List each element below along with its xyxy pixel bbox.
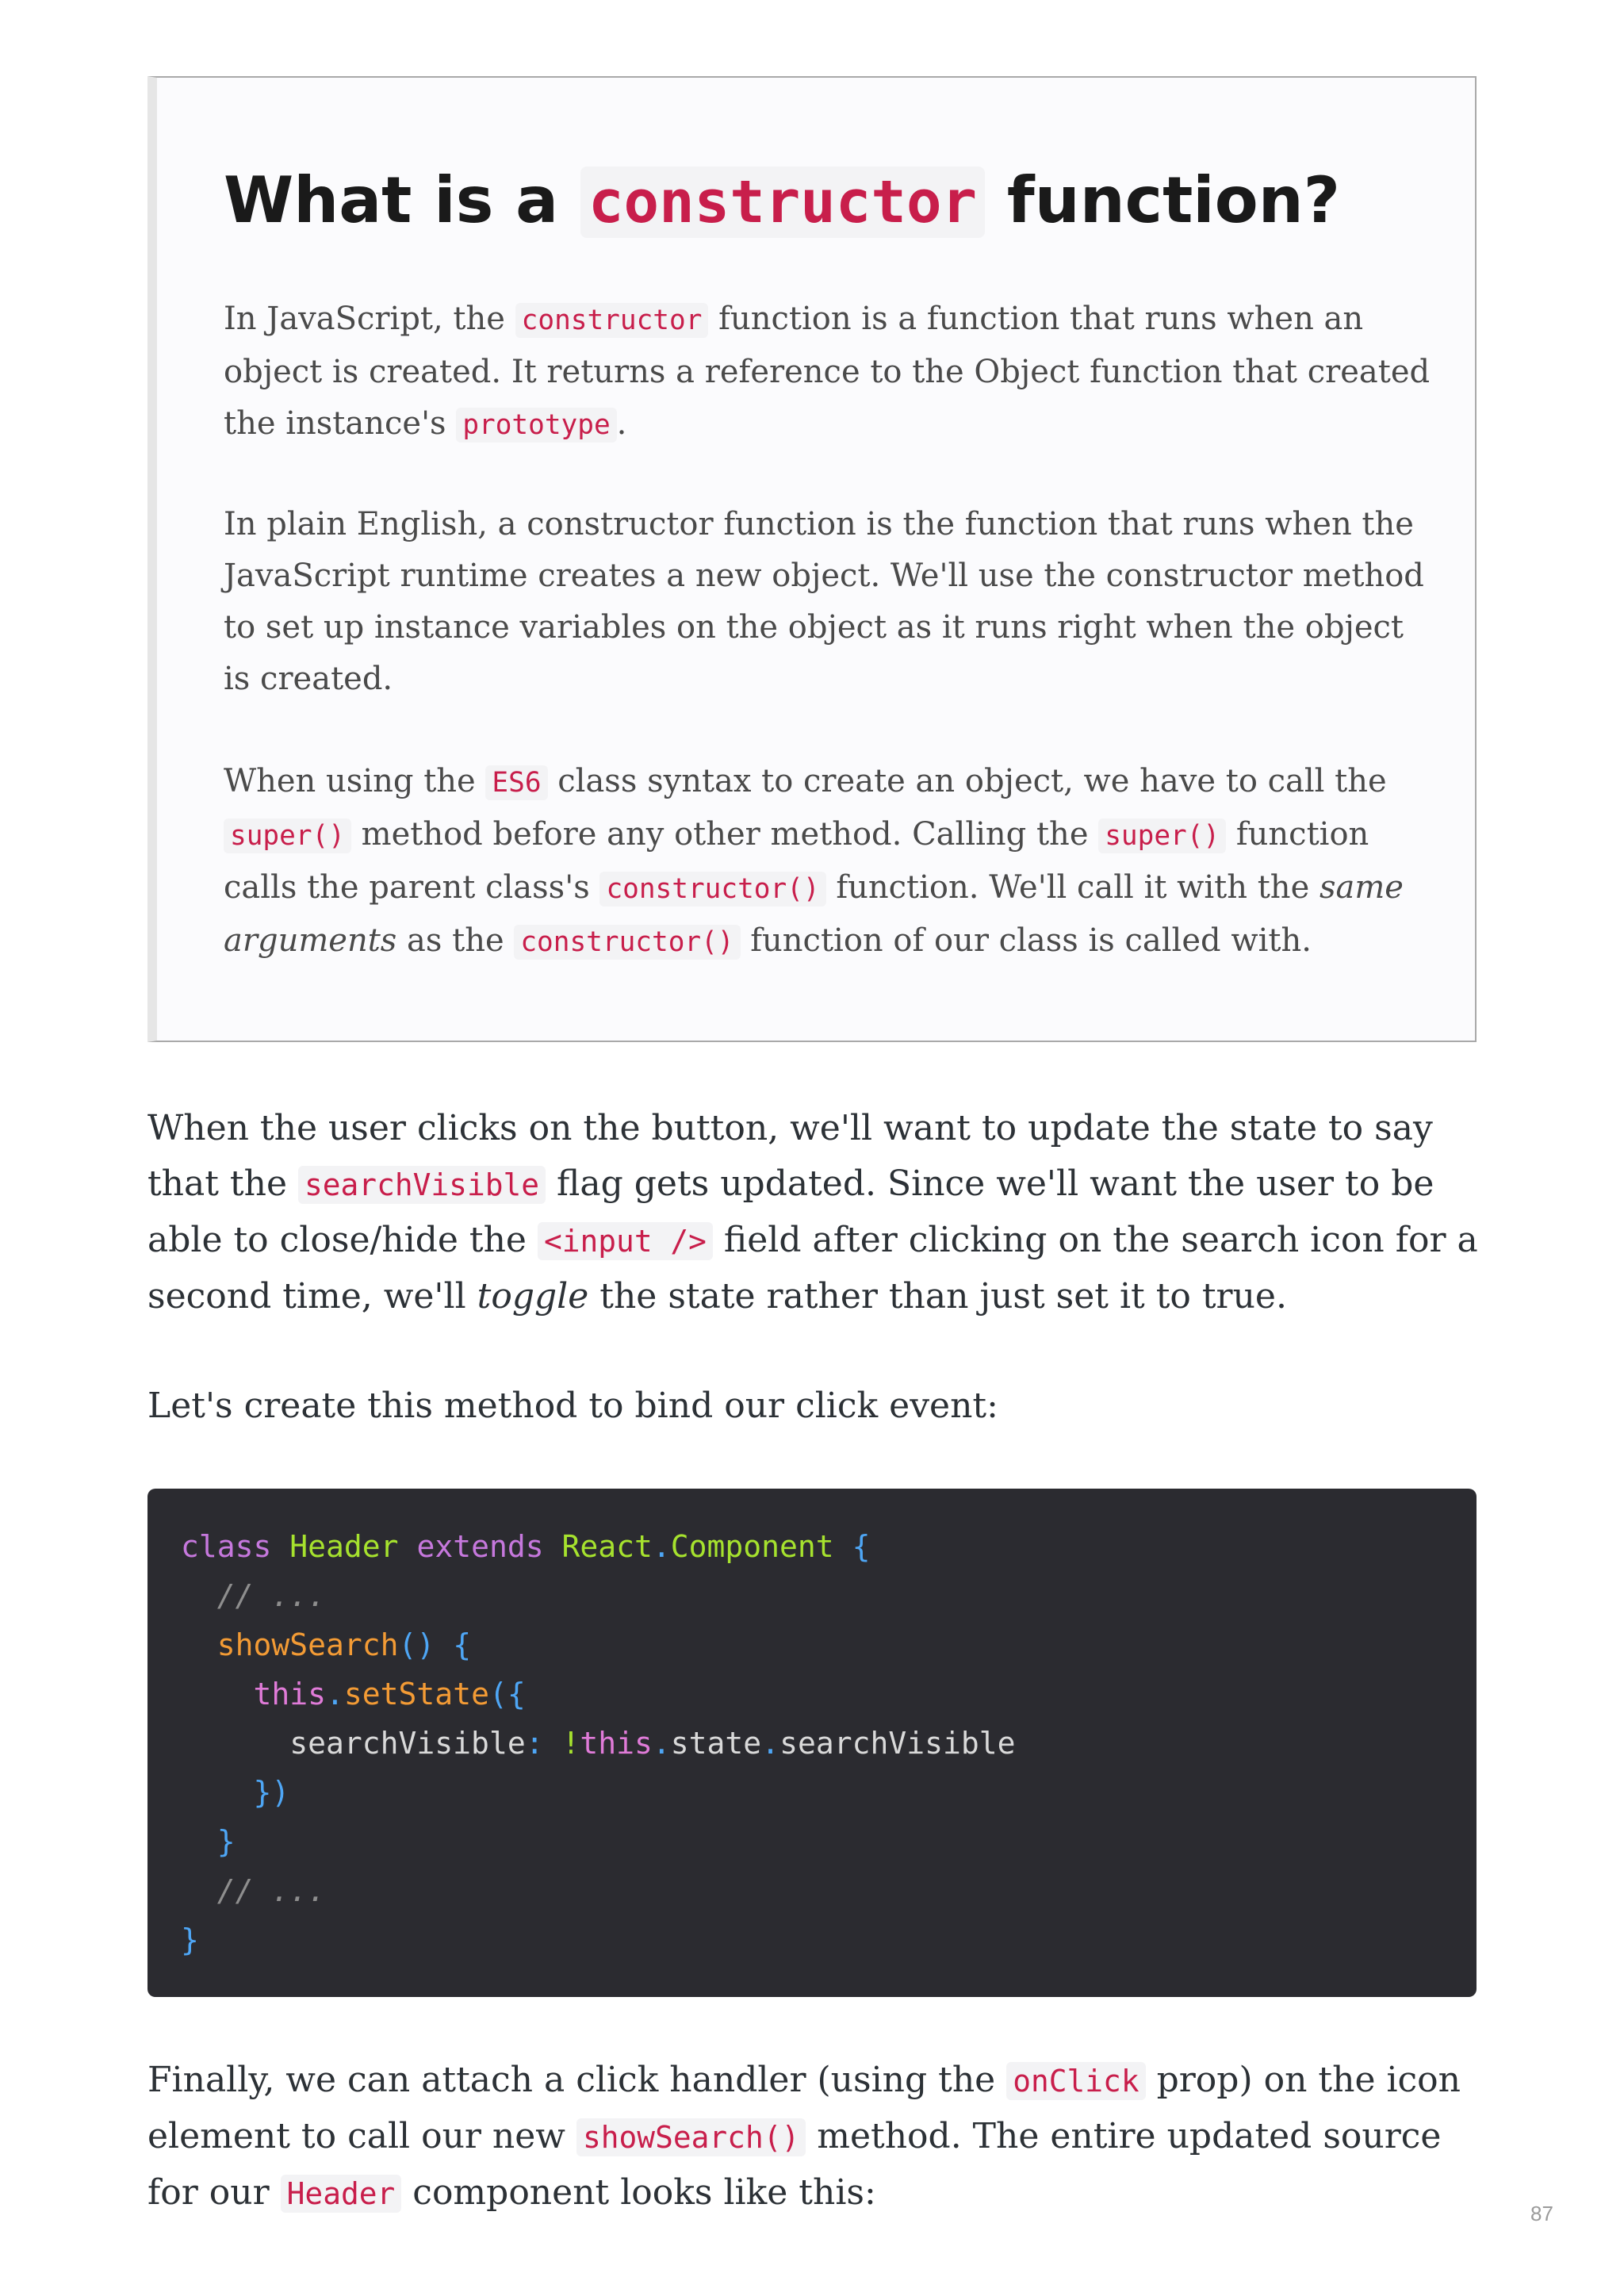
text-span: function calls the parent class's [224,816,1369,906]
text-span: In JavaScript, the [224,301,515,337]
text-span: . [616,405,627,442]
code-line [181,1915,1443,1964]
code-token: ({ [488,1677,526,1711]
paragraph-click-handler [147,2053,1488,2221]
inline-code: onClick [1006,2062,1145,2100]
code-token: : [525,1726,544,1761]
code-token: // ... [216,1873,327,1908]
callout-heading-text-2: function? [985,163,1341,237]
code-token: class [181,1529,272,1564]
inline-code: showSearch() [576,2118,806,2156]
code-token: state [670,1726,762,1761]
inline-code: <input /> [538,1222,713,1260]
code-token: searchVisible [779,1726,1016,1761]
text-span: function. We'll call it with the [825,869,1320,906]
text-span: field after clicking on the search icon for a second time, we'll [147,1220,1478,1317]
code-token: this [253,1677,327,1711]
callout-paragraph-2: In plain English, a constructor function is the function that runs when the JavaScript runtime creates a new object. We'll use the constructor method to set up instance variables on the object as it runs right when the object is created. [224,506,1424,697]
code-token: . [761,1726,780,1761]
callout-paragraph-3 [224,756,1437,968]
inline-code: prototype [456,408,616,443]
code-block [147,1489,1477,1997]
code-token: Component [670,1529,834,1564]
inline-code: constructor() [514,925,740,960]
callout-paragraph-1 [224,293,1437,451]
code-token: // ... [216,1578,327,1613]
inline-code: constructor() [599,872,825,907]
emphasis-text: toggle [477,1276,589,1317]
code-line [181,1719,1443,1768]
paragraph-create-method: Let's create this method to bind our click event: [147,1386,998,1426]
text-span: the state rather than just set it to true. [588,1276,1287,1317]
inline-code: Header [281,2175,402,2213]
code-token: . [326,1677,344,1711]
code-line [181,1522,1443,1571]
code-line [181,1866,1443,1915]
text-span: When using the [224,763,486,799]
code-token: extends [416,1529,544,1564]
text-span: as the [396,922,515,959]
paragraph-toggle-state [147,1101,1488,1324]
text-span: method. The entire updated source for our [147,2116,1442,2213]
text-span: method before any other method. Calling the [350,816,1099,853]
code-token: . [652,1529,671,1564]
code-token: React [561,1529,653,1564]
inline-code: constructor [515,303,709,338]
code-line [181,1768,1443,1817]
text-span: flag gets updated. Since we'll want the user to be able to close/hide the [147,1163,1434,1260]
code-token: searchVisible [289,1726,526,1761]
emphasis-text: same arguments [224,869,1404,959]
callout-heading-code: constructor [580,167,985,238]
code-token: } [216,1824,236,1859]
inline-code: searchVisible [298,1166,546,1204]
code-token: { [453,1627,472,1662]
text-span: class syntax to create an object, we have to call the [547,763,1387,799]
inline-code: ES6 [485,765,547,800]
code-line [181,1817,1443,1866]
code-token: } [181,1922,199,1957]
code-token: { [852,1529,871,1564]
callout-heading [224,157,1340,246]
inline-code: super() [1098,818,1226,853]
inline-code: super() [224,818,351,853]
text-span: component looks like this: [401,2172,876,2213]
code-token: showSearch [216,1627,399,1662]
code-line [181,1669,1443,1719]
text-span: prop) on the icon element to call our new [147,2060,1461,2156]
code-token: Header [289,1529,399,1564]
code-token: this [580,1726,653,1761]
page-number: 87 [1530,2202,1553,2225]
code-line [181,1571,1443,1620]
callout-heading-text-1: What is a [224,163,580,237]
constructor-callout-box [147,76,1477,1042]
text-span: function of our class is called with. [740,922,1312,959]
code-token: . [652,1726,671,1761]
text-span: When the user clicks on the button, we'll want to update the state to say that the [147,1108,1433,1204]
text-span: Finally, we can attach a click handler (using the [147,2060,1007,2100]
text-span: function is a function that runs when an object is created. It returns a reference to the Object function that created the instance's [224,301,1431,442]
code-line [181,1620,1443,1669]
code-token: () [398,1627,435,1662]
code-token: ! [561,1726,580,1761]
code-token: setState [343,1677,489,1711]
code-token: }) [253,1775,290,1810]
